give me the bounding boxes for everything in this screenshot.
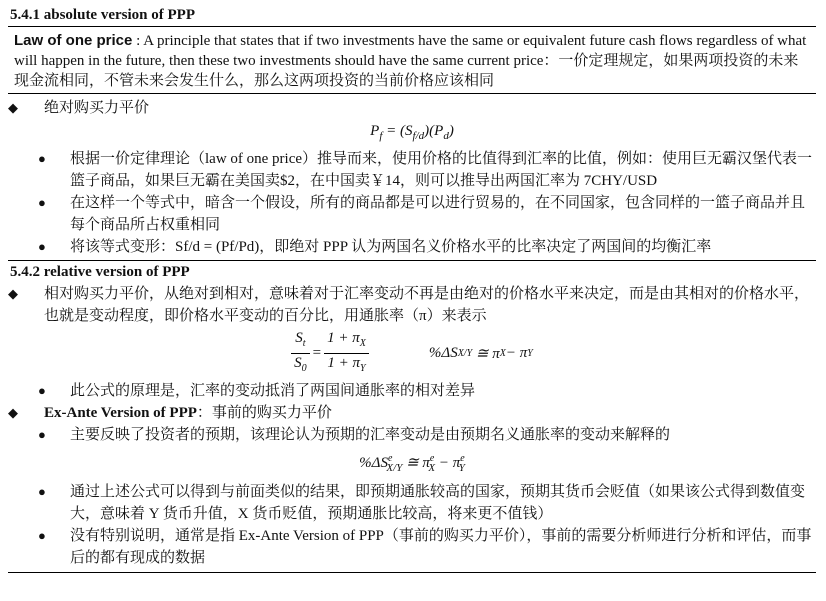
list-item — [8, 525, 816, 569]
definition-box — [8, 27, 816, 93]
round-bullet-icon: ● — [38, 484, 46, 499]
relative-formulas — [8, 329, 816, 378]
formula-text: $P_f = (S_{f/d})(P_d)$ — [370, 123, 454, 142]
bullet-text: 通过上述公式可以得到与前面类似的结果，即预期通胀较高的国家，预期其货币会贬值（如果该公式得到数值变大，意味着 Y 货币升值，X 货币贬值，预期通胀比较高，将来更不值钱） — [70, 484, 806, 522]
bullet-text: 此公式的原理是，汇率的变动抵消了两国间通胀率的相对差异 — [70, 383, 476, 399]
round-bullet-icon: ● — [38, 528, 46, 543]
document-page — [8, 0, 816, 573]
intro-text: 相对购买力平价，从绝对到相对，意味着对于汇率变动不再是由绝对的价格水平来决定，而是由其相对的价格水平，也就是变动程度，即价格水平变动的百分比，用通胀率（π）来表示 — [44, 286, 810, 324]
fraction-formula: $S_t$ $S_0$ = $1 + \pi_X$ $1 + \pi_Y$ — [291, 329, 369, 378]
diamond-bullet-icon: ◆ — [8, 405, 18, 420]
exante-label-cn: ：事前的购买力平价 — [196, 405, 332, 421]
round-bullet-icon: ● — [38, 239, 46, 254]
formula-exante: $\%\Delta S^e_{X/Y}$ ≅ $\pi^e_X - \pi^e_Y$ — [359, 453, 465, 474]
list-item — [8, 481, 816, 525]
list-item-exante — [8, 402, 816, 424]
list-item — [8, 148, 816, 192]
exante-label: Ex-Ante Version of PPP — [44, 405, 197, 421]
item-label: 绝对购买力平价 — [44, 100, 150, 116]
round-bullet-icon: ● — [38, 151, 46, 166]
list-item — [8, 236, 816, 258]
round-bullet-icon: ● — [38, 427, 46, 442]
bullet-text: 在这样一个等式中，暗含一个假设，所有的商品都是可以进行贸易的，在不同国家，包含同样的一篮子商品并且每个商品所占权重相同 — [70, 195, 806, 233]
list-item — [8, 424, 816, 446]
section-title-relative: 5.4.2 relative version of PPP — [10, 264, 190, 280]
diamond-bullet-icon: ◆ — [8, 100, 18, 115]
round-bullet-icon: ● — [38, 195, 46, 210]
bullet-text: 主要反映了投资者的预期，该理论认为预期的汇率变动是由预期名义通胀率的变动来解释的 — [70, 427, 671, 443]
bullet-text: 没有特别说明，通常是指 Ex-Ante Version of PPP（事前的购买力平价），事前的需要分析师进行分析和评估，而事后的都有现成的数据 — [70, 528, 812, 566]
definition-term: Law of one price — [14, 32, 133, 49]
bullet-text: 将该等式变形：Sf/d = (Pf/Pd)，即绝对 PPP 认为两国名义价格水平的比率决定了两国间的均衡汇率 — [70, 239, 712, 255]
list-item — [8, 192, 816, 236]
diamond-bullet-icon: ◆ — [8, 286, 18, 301]
bullet-text: 根据一价定律理论（law of one price）推导而来，使用价格的比值得到汇率的比值，例如：使用巨无霸汉堡代表一篮子商品，如果巨无霸在美国卖$2，在中国卖￥14，则可以推导出两国汇率为 7CHY/USD — [70, 151, 813, 189]
list-item — [8, 380, 816, 402]
definition-text: : A principle that states that if two investments have the same or equivalent future cash flows regardless of what will happen in the future, then these two investments should have the same current price：一价定理规定，如果两项投资的未来现金流相同，不管未来会发生什么，那么这两项投资的当前价格应该相同 — [14, 33, 807, 89]
formula-absolute — [8, 119, 816, 148]
list-item-absolute — [8, 97, 816, 119]
definition-rule — [8, 93, 816, 94]
section-title-absolute: 5.4.1 absolute version of PPP — [10, 7, 195, 23]
round-bullet-icon: ● — [38, 383, 46, 398]
approx-formula: %ΔS X/Y ≅ π X − π Y — [428, 345, 533, 362]
bottom-rule — [8, 572, 816, 573]
list-item-relative — [8, 283, 816, 327]
